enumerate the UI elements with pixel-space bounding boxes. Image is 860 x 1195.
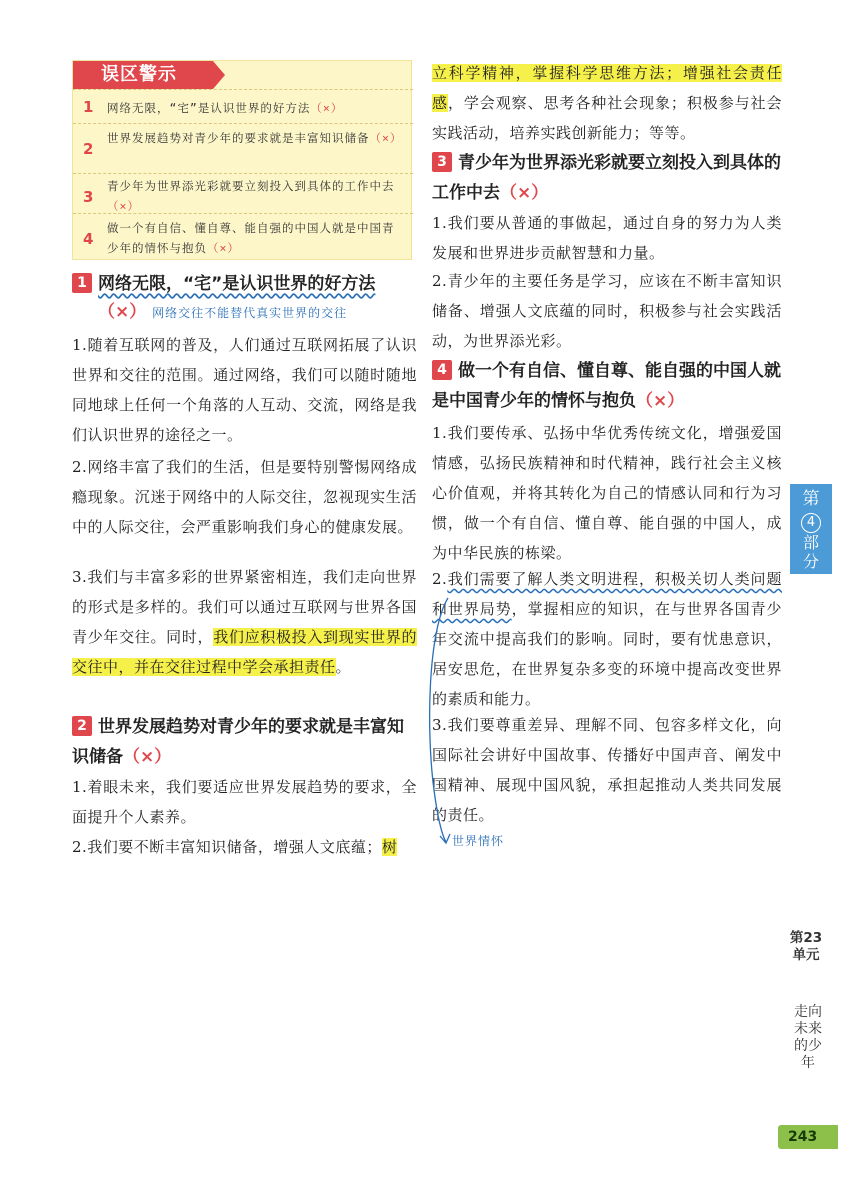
warning-num: 3: [83, 188, 94, 206]
warning-item-2: [73, 123, 413, 173]
warning-num: 4: [83, 230, 94, 248]
s1-paragraph-3: 3.我们与丰富多彩的世界紧密相连，我们走向世界的形式是多样的。我们可以通过互联网与世界各国青少年交往。同时，我们应积极投入到现实世界的交往中，并在交往过程中学会承担责任。: [72, 568, 417, 676]
warning-num: 1: [83, 98, 94, 116]
world-feeling-handnote: 世界情怀: [452, 834, 505, 848]
highlight-text: 我们应积极投入到现实世界的交往中，并在交往过程中学会承担责任: [72, 628, 417, 676]
s3-paragraph-2: 2.青少年的主要任务是学习，应该在不断丰富知识储备、增强人文底蕴的同时，积极参与社会实践活动，为世界添光彩。: [432, 272, 782, 350]
section-4-heading: [432, 356, 782, 416]
warning-title: 误区警示: [73, 61, 213, 89]
s1-paragraph-1: 1.随着互联网的普及，人们通过互联网拓展了认识世界和交往的范围。通过网络，我们可以随时随地同地球上任何一个角落的人互动、交流，网络是我们认识世界的途径之一。: [72, 336, 417, 444]
section-1-badge: 1: [72, 273, 92, 293]
section-4-badge: 4: [432, 360, 452, 380]
s3-paragraph-1: 1.我们要从普通的事做起，通过自身的努力为人类发展和世界进步贡献智慧和力量。: [432, 214, 782, 262]
bracket-arrow-icon: [420, 590, 460, 850]
warning-text: 世界发展趋势对青少年的要求就是丰富知识储备: [107, 131, 370, 145]
warning-box: [72, 60, 412, 260]
highlight-text: 立科学精神，掌握科学思维方法；增强社会责任感: [432, 64, 782, 112]
section-4-mark: （×）: [636, 391, 685, 411]
wrong-mark: （×）: [207, 241, 240, 255]
section-2-heading: [72, 712, 417, 772]
s4-paragraph-1: 1.我们要传承、弘扬中华优秀传统文化，增强爱国情感，弘扬民族精神和时代精神，践行社会主义核心价值观，并将其转化为自己的情感认同和行为习惯，做一个有自信、懂自尊、能自强的中国人，成为中华民族的栋梁。: [432, 424, 782, 562]
part-number: 4: [801, 513, 821, 533]
s4-paragraph-2: 2.我们需要了解人类文明进程，积极关切人类问题和世界局势，掌握相应的知识，在与世界各国青少年交流中提高我们的影响。同时，要有忧患意识，居安思危，在世界复杂多变的环境中提高改变世界的素质和能力。: [432, 570, 782, 708]
wrong-mark: （×）: [369, 131, 403, 145]
section-3-badge: 3: [432, 152, 452, 172]
s2-paragraph-1: 1.着眼未来，我们要适应世界发展趋势的要求，全面提升个人素养。: [72, 778, 417, 826]
s1-paragraph-2: 2.网络丰富了我们的生活，但是要特别警惕网络成瘾现象。沉迷于网络中的人际交往，忽视现实生活中的人际交往，会严重影响我们身心的健康发展。: [72, 458, 417, 536]
unit-label: 第23单元: [789, 930, 823, 963]
section-4-title: 做一个有自信、懂自尊、能自强的中国人就是中国青少年的情怀与抱负: [432, 361, 781, 411]
warning-num: 2: [83, 140, 94, 158]
warning-text: 青少年为世界添光彩就要立刻投入到具体的工作中去: [107, 179, 395, 193]
part-tab: 第 4 部分: [790, 484, 832, 574]
section-3-title: 青少年为世界添光彩就要立刻投入到具体的工作中去: [432, 153, 781, 203]
section-2-title: 世界发展趋势对青少年的要求就是丰富知识储备: [72, 717, 404, 767]
section-2-badge: 2: [72, 716, 92, 736]
warning-item-4: [73, 213, 413, 259]
wrong-mark: （×）: [107, 199, 140, 213]
wrong-mark: （×）: [310, 101, 344, 115]
warning-text: 做一个有自信、懂自尊、能自强的中国人就是中国青少年的情怀与抱负: [107, 221, 395, 255]
page-number: 243: [778, 1125, 838, 1149]
wavy-underlined-text: 我们需要了解人类文明进程，积极关切人类问题和世界局势: [432, 570, 782, 618]
section-1-heading: [72, 270, 417, 298]
continued-paragraph: 立科学精神，掌握科学思维方法；增强社会责任感，学会观察、思考各种社会现象；积极参与社会实践活动，培养实践创新能力；等等。: [432, 64, 782, 142]
unit-title: 走向未来的少年: [794, 1004, 822, 1071]
section-3-heading: [432, 148, 782, 208]
s2-paragraph-2: 2.我们要不断丰富知识储备，增强人文底蕴；树: [72, 838, 398, 856]
section-3-mark: （×）: [500, 183, 549, 203]
section-1-title: 网络无限，“宅”是认识世界的好方法: [98, 274, 376, 294]
section-2-mark: （×）: [123, 747, 172, 767]
s4-paragraph-3: 3.我们要尊重差异、理解不同、包容多样文化，向国际社会讲好中国故事、传播好中国声音、阐发中国精神、展现中国风貌，承担起推动人类共同发展的责任。: [432, 716, 782, 824]
section-1-mark: （×）: [98, 302, 147, 322]
section-1-handnote: 网络交往不能替代真实世界的交往: [152, 306, 348, 320]
warning-text: 网络无限，“宅”是认识世界的好方法: [107, 101, 311, 115]
highlight-text: 树: [381, 838, 398, 856]
